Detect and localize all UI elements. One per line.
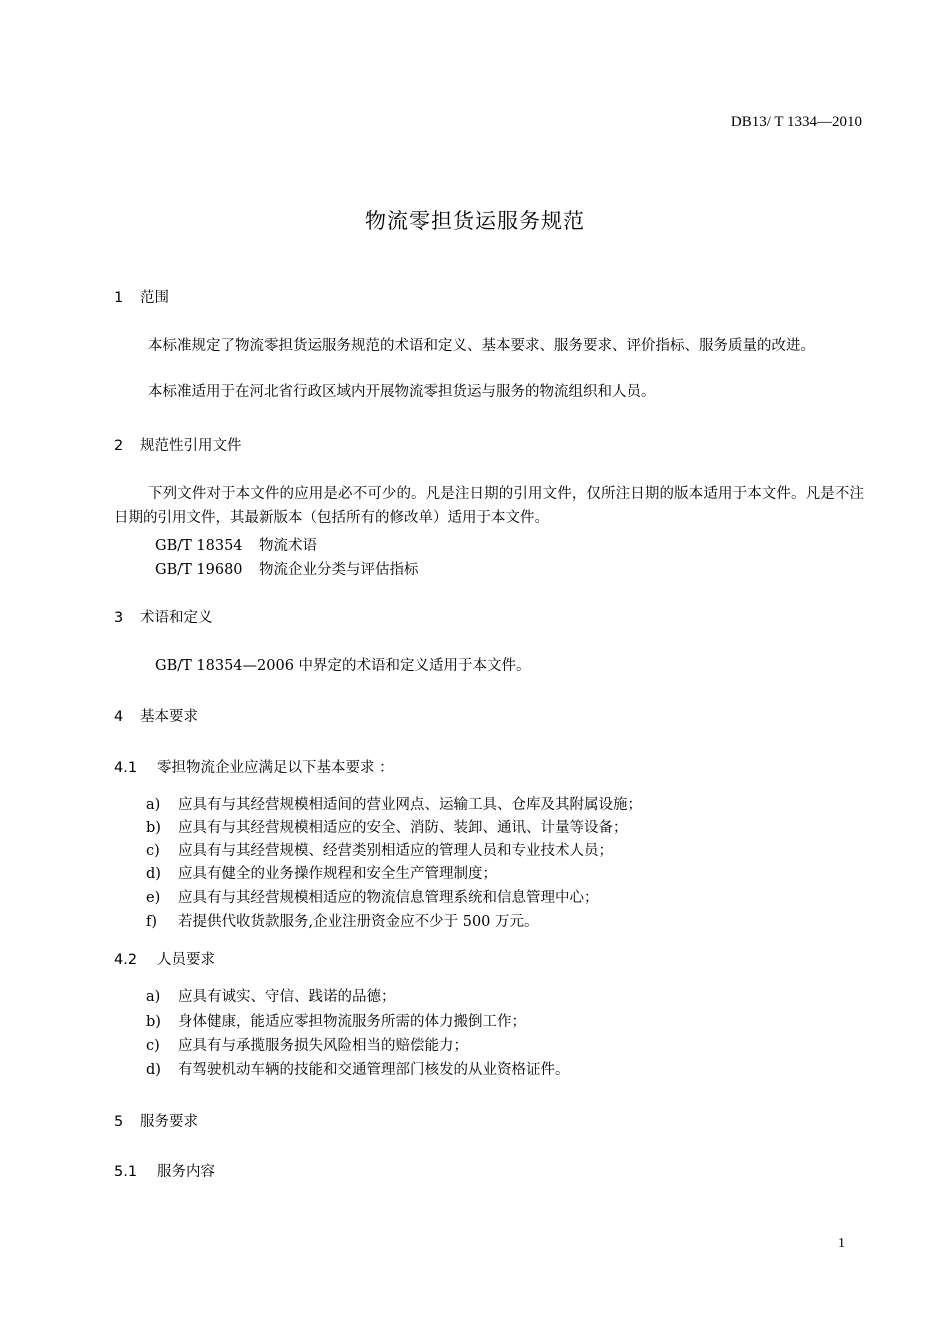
section-title: 术语和定义 xyxy=(140,610,213,626)
section-number: 4.2 xyxy=(114,952,138,968)
list-item xyxy=(146,1010,526,1031)
list-text: 应具有与其经营规模、经营类别相适应的管理人员和专业技术人员； xyxy=(178,843,613,859)
section-number: 2 xyxy=(114,438,124,454)
list-item xyxy=(146,1034,468,1055)
list-item xyxy=(146,886,599,907)
section-1-heading xyxy=(114,286,169,307)
section-number: 3 xyxy=(114,610,124,626)
section-4-1-heading xyxy=(114,756,394,777)
reference-code: GB/T 19680 xyxy=(155,562,243,578)
list-item xyxy=(146,793,642,814)
list-text: 若提供代收货款服务,企业注册资金应不少于 500 万元。 xyxy=(178,914,539,930)
list-marker: a) xyxy=(146,989,161,1005)
section-number: 5.1 xyxy=(114,1164,138,1180)
section-number: 1 xyxy=(114,290,124,306)
list-text: 应具有健全的业务操作规程和安全生产管理制度； xyxy=(178,866,497,882)
section-2-heading xyxy=(114,434,242,455)
section-title: 范围 xyxy=(140,290,169,306)
section-title: 人员要求 xyxy=(157,952,215,968)
section-number: 4.1 xyxy=(114,760,138,776)
section-title: 服务要求 xyxy=(140,1114,198,1130)
reference-name: 物流术语 xyxy=(259,538,317,554)
list-item xyxy=(146,862,497,883)
list-marker: c) xyxy=(146,1038,160,1054)
list-text: 有驾驶机动车辆的技能和交通管理部门核发的从业资格证件。 xyxy=(178,1062,570,1078)
list-item xyxy=(146,839,613,860)
section-title: 规范性引用文件 xyxy=(140,438,242,454)
section-4-2-heading xyxy=(114,948,215,969)
section-4-heading xyxy=(114,705,198,726)
list-marker: d) xyxy=(146,1062,161,1078)
list-item xyxy=(146,816,628,837)
list-item xyxy=(146,910,539,931)
section-number: 4 xyxy=(114,709,124,725)
section-5-heading xyxy=(114,1110,198,1131)
list-item xyxy=(146,985,396,1006)
list-marker: b) xyxy=(146,820,161,836)
section-title: 服务内容 xyxy=(157,1164,215,1180)
paragraph: GB/T 18354—2006 中界定的术语和定义适用于本文件。 xyxy=(155,658,531,674)
list-text: 身体健康，能适应零担物流服务所需的体力搬倒工作； xyxy=(178,1014,526,1030)
list-item xyxy=(146,1058,570,1079)
document-title: 物流零担货运服务规范 xyxy=(365,209,585,233)
list-marker: c) xyxy=(146,843,160,859)
reference-item xyxy=(155,534,317,555)
section-number: 5 xyxy=(114,1114,124,1130)
section-5-1-heading xyxy=(114,1160,215,1181)
list-marker: b) xyxy=(146,1014,161,1030)
list-marker: f) xyxy=(146,914,158,930)
section-title: 零担物流企业应满足以下基本要求 ： xyxy=(157,760,394,776)
page-number: 1 xyxy=(838,1236,845,1251)
section-title: 基本要求 xyxy=(140,709,198,725)
list-text: 应具有与其经营规模相适应的安全、消防、装卸、通讯、计量等设备； xyxy=(178,820,628,836)
paragraph: 本标准规定了物流零担货运服务规范的术语和定义、基本要求、服务要求、评价指标、服务质量的改进。 xyxy=(148,338,815,354)
paragraph: 本标准适用于在河北省行政区域内开展物流零担货运与服务的物流组织和人员。 xyxy=(148,384,656,400)
document-number: DB13/ T 1334—2010 xyxy=(730,114,862,130)
list-marker: a) xyxy=(146,797,161,813)
reference-name: 物流企业分类与评估指标 xyxy=(259,562,419,578)
list-text: 应具有与承揽服务损失风险相当的赔偿能力； xyxy=(178,1038,468,1054)
list-text: 应具有与其经营规模相适间的营业网点、运输工具、仓库及其附属设施； xyxy=(178,797,642,813)
section-3-heading xyxy=(114,606,213,627)
list-text: 应具有与其经营规模相适应的物流信息管理系统和信息管理中心； xyxy=(178,890,599,906)
reference-code: GB/T 18354 xyxy=(155,538,243,554)
list-marker: e) xyxy=(146,890,161,906)
list-text: 应具有诚实、守信、践诺的品德； xyxy=(178,989,396,1005)
paragraph: 下列文件对于本文件的应用是必不可少的。凡是注日期的引用文件，仅所注日期的版本适用于本文件。凡是不注日期的引用文件，其最新版本（包括所有的修改单）适用于本文件。 xyxy=(114,486,864,526)
reference-item xyxy=(155,558,419,579)
list-marker: d) xyxy=(146,866,161,882)
